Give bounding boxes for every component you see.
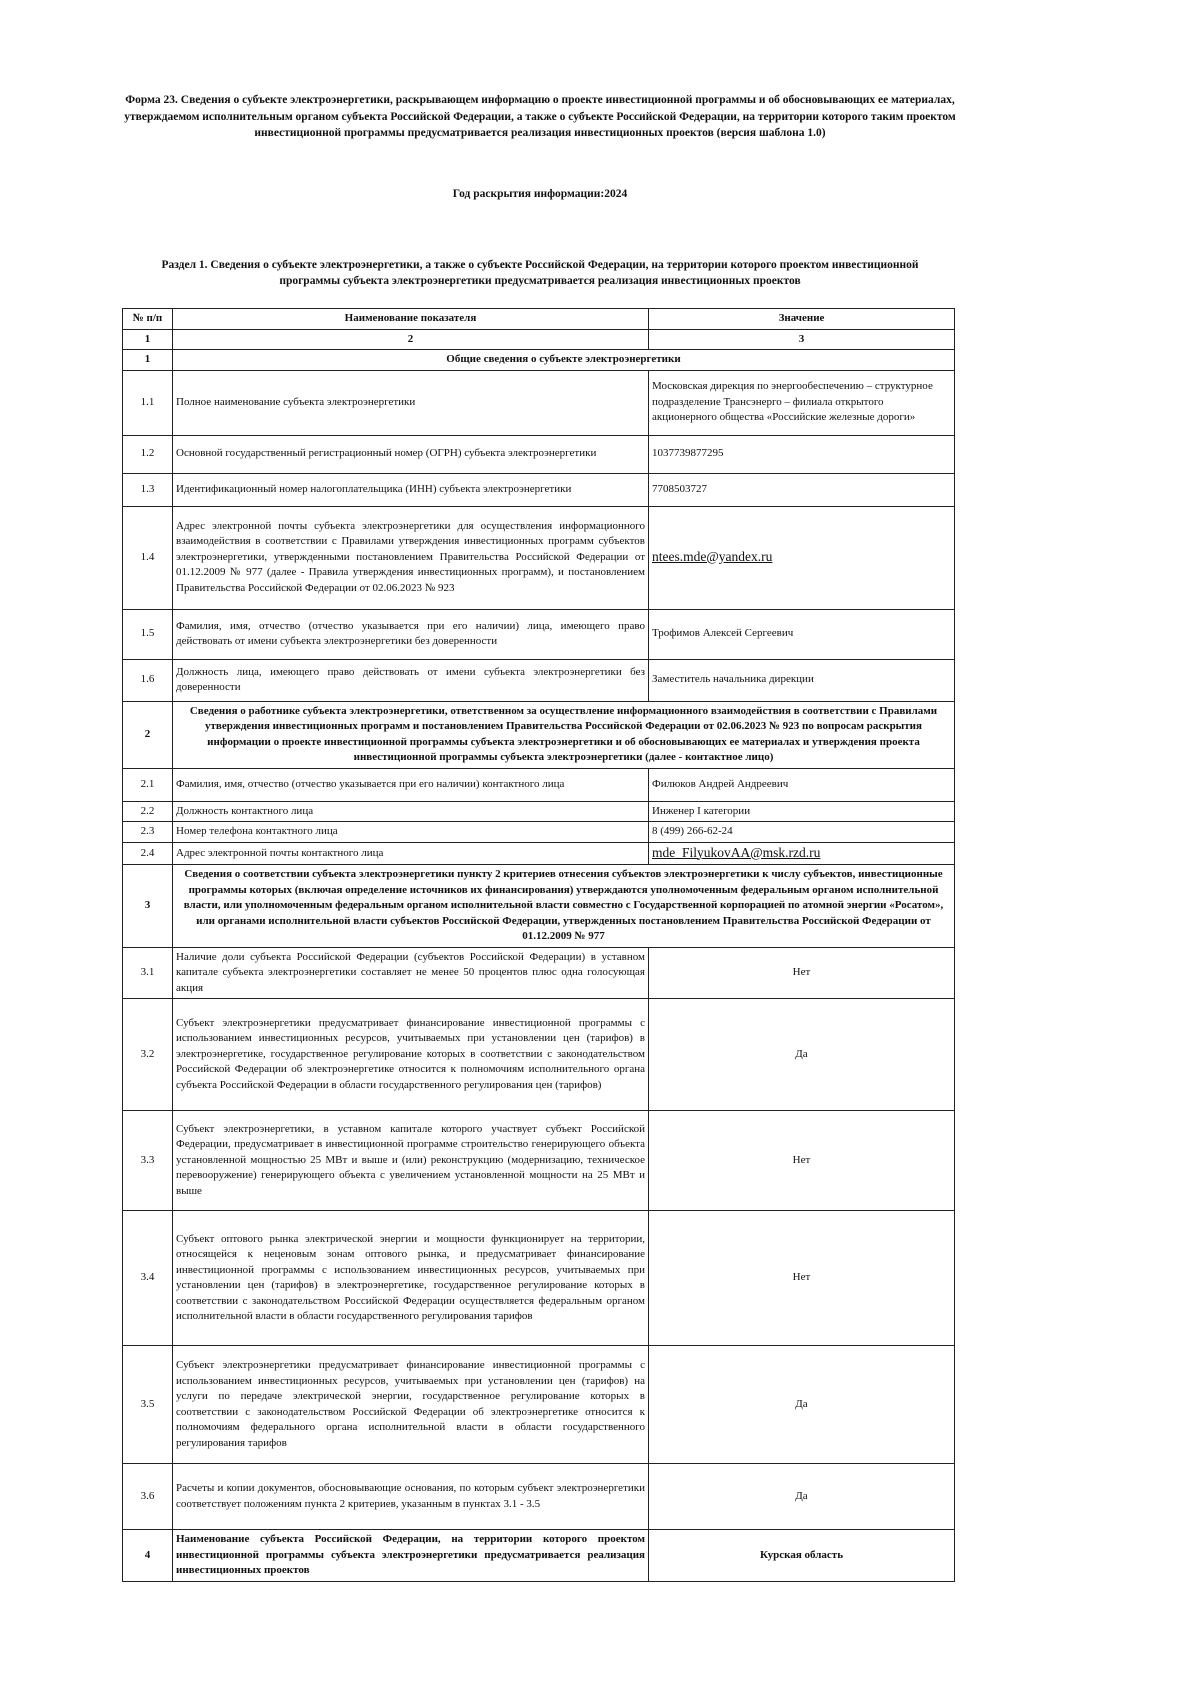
row-num: 2.3 (123, 822, 173, 843)
table-row (123, 999, 955, 1111)
group-num: 3 (123, 865, 173, 948)
table-row (123, 1211, 955, 1346)
row-num: 4 (123, 1530, 173, 1582)
row-value: Московская дирекция по энергообеспечению – структурное подразделение Трансэнерго – филиала открытого акционерного общества «Российские железные дороги» (649, 370, 955, 435)
row-name: Основной государственный регистрационный номер (ОГРН) субъекта электроэнергетики (173, 435, 649, 473)
table-row (123, 435, 955, 473)
group-num: 2 (123, 701, 173, 768)
row-value: 7708503727 (649, 473, 955, 506)
header-name: Наименование показателя (173, 309, 649, 330)
row-name: Наличие доли субъекта Российской Федерации (субъектов Российской Федерации) в уставном капитале субъекта электроэнергетики составляет не менее 50 процентов плюс одна голосующая акция (173, 947, 649, 999)
row-name: Должность лица, имеющего право действовать от имени субъекта электроэнергетики без доверенности (173, 659, 649, 701)
column-numbers-row (123, 329, 955, 350)
row-name: Фамилия, имя, отчество (отчество указывается при его наличии) лица, имеющего право действовать от имени субъекта электроэнергетики без доверенности (173, 609, 649, 659)
row-value: Трофимов Алексей Сергеевич (649, 609, 955, 659)
col-number: 1 (123, 329, 173, 350)
row-num: 3.6 (123, 1464, 173, 1530)
form-title: Форма 23. Сведения о субъекте электроэнергетики, раскрывающем информацию о проекте инвестиционной программы и об обосновывающих ее материалах, утверждаемом исполнительным органом субъекта Российской Федерации, а также о субъекте Российской Федерации, на территории которого таким проектом инвестиционной программы предусматривается реализация инвестиционных проектов (версия шаблона 1.0) (124, 94, 956, 139)
email-link[interactable]: mde_FilyukovAA@msk.rzd.ru (652, 844, 821, 860)
table-header-row (123, 309, 955, 330)
row-name: Наименование субъекта Российской Федерации, на территории которого проектом инвестиционной программы субъекта электроэнергетики предусматривается реализация инвестиционных проектов (173, 1530, 649, 1582)
row-value: Инженер I категории (649, 801, 955, 822)
row-value: Нет (649, 1211, 955, 1346)
row-value: Нет (649, 1111, 955, 1211)
table-row (123, 370, 955, 435)
table-row (123, 609, 955, 659)
header-num: № п/п (123, 309, 173, 330)
row-num: 3.5 (123, 1346, 173, 1464)
group-num: 1 (123, 350, 173, 371)
row-name: Адрес электронной почты субъекта электроэнергетики для осуществления информационного взаимодействия в соответствии с Правилами утверждения инвестиционных программ субъектов электроэнергетики, утвержденными постановлением Правительства Российской Федерации от 01.12.2009 № 977 (далее - Правила утверждения инвестиционных программ), и постановлением Правительства Российской Федерации от 02.06.2023 № 923 (173, 506, 649, 609)
group-row (123, 865, 955, 948)
row-num: 3.4 (123, 1211, 173, 1346)
row-value: 1037739877295 (649, 435, 955, 473)
table-row (123, 1464, 955, 1530)
row-value: Да (649, 1346, 955, 1464)
row-value: 8 (499) 266-62-24 (649, 822, 955, 843)
row-num: 1.2 (123, 435, 173, 473)
table-row (123, 947, 955, 999)
table-row (123, 1530, 955, 1582)
table-row (123, 842, 955, 865)
row-name: Фамилия, имя, отчество (отчество указывается при его наличии) контактного лица (173, 768, 649, 801)
row-num: 1.4 (123, 506, 173, 609)
row-num: 2.4 (123, 842, 173, 865)
table-row (123, 1111, 955, 1211)
row-value: Да (649, 1464, 955, 1530)
row-value: Филюков Андрей Андреевич (649, 768, 955, 801)
section-title: Раздел 1. Сведения о субъекте электроэнергетики, а также о субъекте Российской Федерации, на территории которого проектом инвестиционной программы субъекта электроэнергетики предусматривается реализация инвестиционных проектов (161, 259, 919, 287)
table-row (123, 473, 955, 506)
col-number: 3 (649, 329, 955, 350)
row-name: Расчеты и копии документов, обосновывающие основания, по которым субъект электроэнергетики соответствует положениям пункта 2 критериев, указанным в пунктах 3.1 - 3.5 (173, 1464, 649, 1530)
row-value: Заместитель начальника дирекции (649, 659, 955, 701)
group-title: Сведения о соответствии субъекта электроэнергетики пункту 2 критериев отнесения субъектов электроэнергетики к числу субъектов, инвестиционные программы которых (включая определение источников их финансирования) утверждаются уполномоченным федеральным органом исполнительной власти, или уполномоченным федеральным органом исполнительной власти совместно с Государственной корпорацией по атомной энергии «Росатом», или органами исполнительной власти субъектов Российской Федерации, утвержденных постановлением Правительства Российской Федерации от 01.12.2009 № 977 (173, 865, 955, 948)
row-num: 3.2 (123, 999, 173, 1111)
table-row (123, 659, 955, 701)
row-name: Субъект электроэнергетики предусматривает финансирование инвестиционной программы с использованием инвестиционных ресурсов, учитываемых при установлении цен (тарифов) на услуги по передаче электрической энергии, государственное регулирование которых в соответствии с законодательством Российской Федерации об электроэнергетике относится к полномочиям федерального органа исполнительной власти в области государственного регулирования тарифов (173, 1346, 649, 1464)
row-name: Субъект электроэнергетики, в уставном капитале которого участвует субъект Российской Федерации, предусматривает в инвестиционной программе строительство генерирующего объекта установленной мощностью 25 МВт и выше и (или) реконструкцию (модернизацию, техническое перевооружение) генерирующего объекта с увеличением установленной мощности на 25 МВт и выше (173, 1111, 649, 1211)
row-num: 3.1 (123, 947, 173, 999)
row-name: Идентификационный номер налогоплательщика (ИНН) субъекта электроэнергетики (173, 473, 649, 506)
row-num: 1.1 (123, 370, 173, 435)
email-link[interactable]: ntees.mde@yandex.ru (652, 548, 773, 564)
row-num: 1.6 (123, 659, 173, 701)
table-row (123, 1346, 955, 1464)
group-row (123, 701, 955, 768)
table-row (123, 768, 955, 801)
group-row (123, 350, 955, 371)
row-value: Да (649, 999, 955, 1111)
row-num: 1.3 (123, 473, 173, 506)
group-title: Общие сведения о субъекте электроэнергетики (173, 350, 955, 371)
row-num: 3.3 (123, 1111, 173, 1211)
disclosure-year: Год раскрытия информации:2024 (452, 188, 628, 200)
row-value: Нет (649, 947, 955, 999)
row-value: Курская область (649, 1530, 955, 1582)
row-name: Должность контактного лица (173, 801, 649, 822)
row-num: 1.5 (123, 609, 173, 659)
row-name: Номер телефона контактного лица (173, 822, 649, 843)
row-num: 2.2 (123, 801, 173, 822)
row-name: Адрес электронной почты контактного лица (173, 842, 649, 865)
header-value: Значение (649, 309, 955, 330)
disclosure-table (122, 308, 955, 1582)
table-row (123, 506, 955, 609)
table-row (123, 822, 955, 843)
row-num: 2.1 (123, 768, 173, 801)
table-row (123, 801, 955, 822)
row-name: Субъект электроэнергетики предусматривает финансирование инвестиционной программы с использованием инвестиционных ресурсов, учитываемых при установлении цен (тарифов) в электроэнергетике, государственное регулирование которых в соответствии с законодательством Российской Федерации об электроэнергетике относится к полномочиям исполнительного органа субъекта Российской Федерации в области государственного регулирования цен (тарифов) (173, 999, 649, 1111)
col-number: 2 (173, 329, 649, 350)
row-name: Полное наименование субъекта электроэнергетики (173, 370, 649, 435)
row-name: Субъект оптового рынка электрической энергии и мощности функционирует на территории, относящейся к неценовым зонам оптового рынка, и предусматривает финансирование инвестиционной программы с использованием инвестиционных ресурсов, учитываемых при установлении цен (тарифов) в электроэнергетике, государственное регулирование которых в соответствии с законодательством Российской Федерации осуществляется федеральным органом исполнительной власти в области государственного регулирования тарифов (173, 1211, 649, 1346)
group-title: Сведения о работнике субъекта электроэнергетики, ответственном за осуществление информационного взаимодействия в соответствии с Правилами утверждения инвестиционных программ и постановлением Правительства Российской Федерации от 02.06.2023 № 923 по вопросам раскрытия информации о проекте инвестиционной программы субъекта электроэнергетики и об обосновывающих ее материалах и утверждения проекта инвестиционной программы субъекта электроэнергетики (далее - контактное лицо) (173, 701, 955, 768)
